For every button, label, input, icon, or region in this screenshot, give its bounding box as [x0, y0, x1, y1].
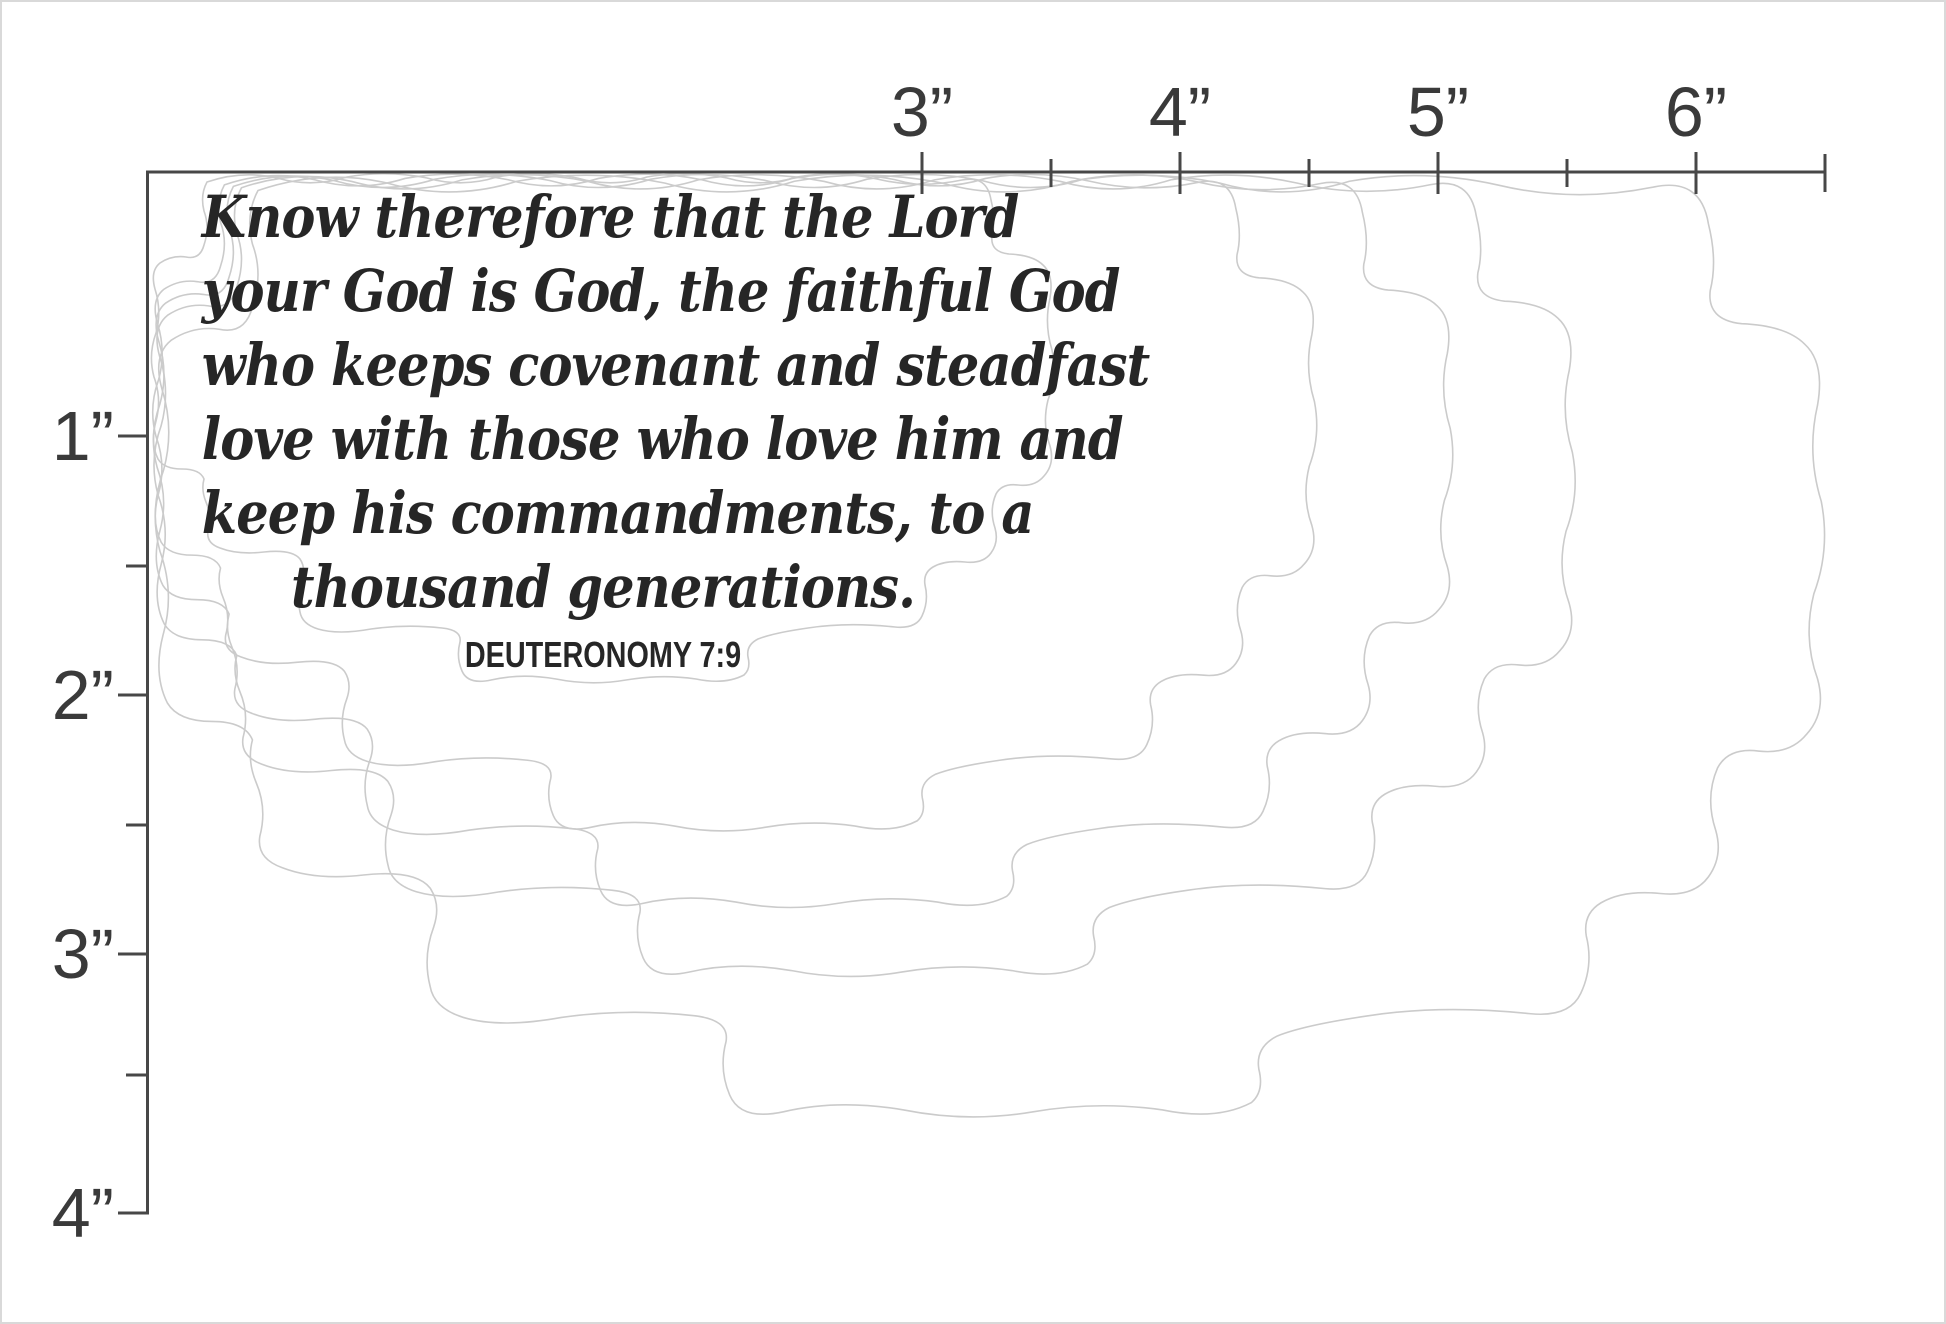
h-ruler-label-6in: 6”	[1664, 73, 1728, 151]
verse-line: Know therefore that the Lord	[201, 183, 1019, 251]
h-ruler-label-4in: 4”	[1148, 73, 1212, 151]
verse-reference: DEUTERONOMY 7:9	[464, 634, 742, 675]
v-ruler-label-1in: 1”	[51, 397, 114, 475]
h-ruler-label-5in: 5”	[1406, 73, 1470, 151]
verse-line: thousand generations.	[290, 553, 916, 621]
h-ruler-label-3in: 3”	[890, 73, 954, 151]
v-ruler-label-4in: 4”	[51, 1174, 114, 1252]
verse-line: who keeps covenant and steadfast	[201, 331, 1150, 399]
v-ruler-label-3in: 3”	[51, 915, 114, 993]
verse-line: love with those who love him and	[201, 405, 1123, 473]
verse-line: your God is God, the faithful God	[201, 257, 1120, 325]
v-ruler-label-2in: 2”	[51, 656, 114, 734]
verse-line: keep his commandments, to a	[201, 479, 1034, 547]
sticker-preview	[147, 174, 1150, 675]
